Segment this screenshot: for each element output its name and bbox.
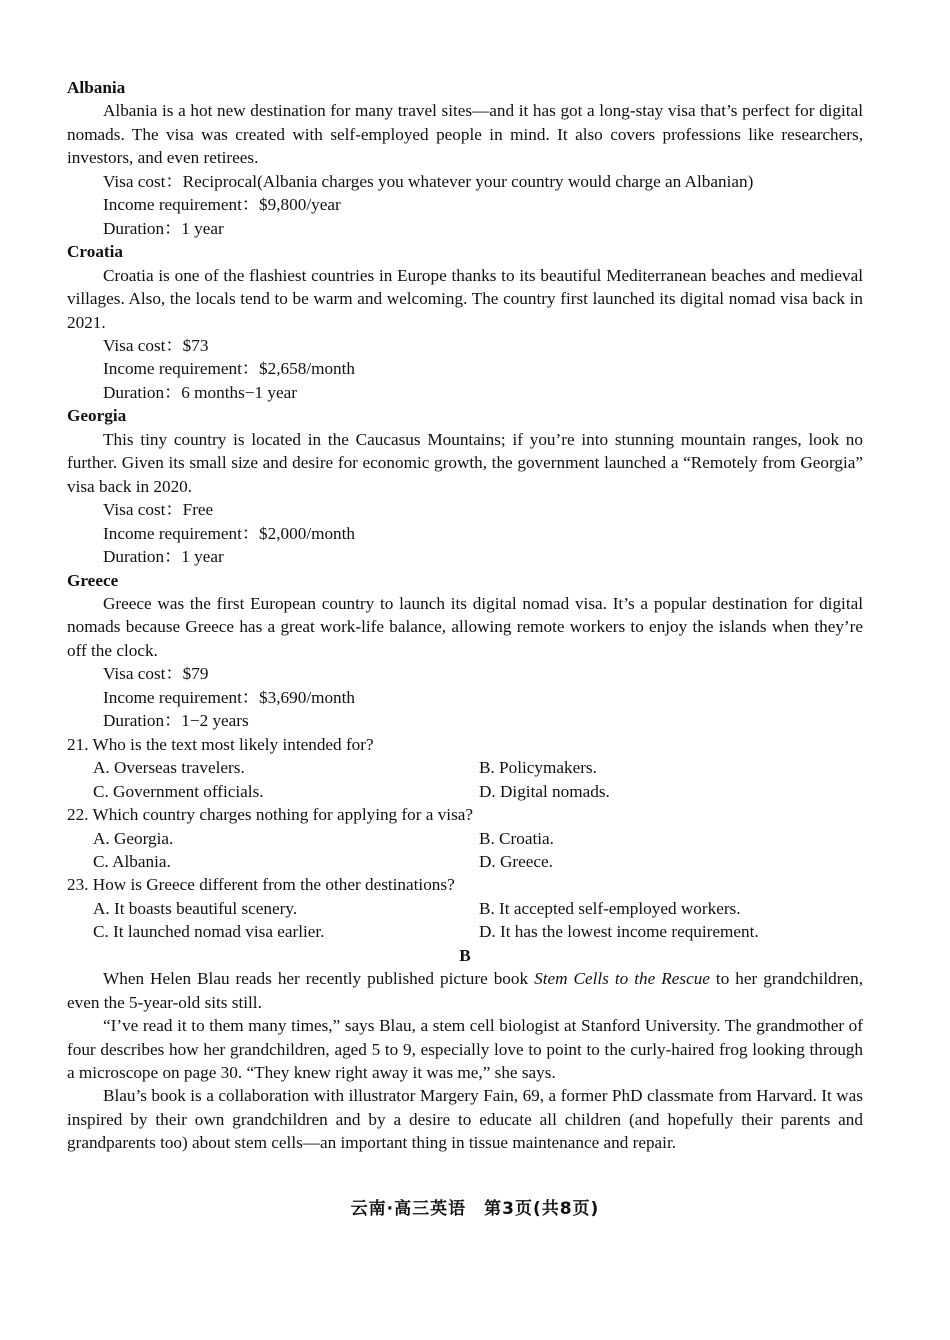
paragraph: “I’ve read it to them many times,” says Blau, a stem cell biologist at Stanford University. The grandmother of four describes how her grandchildren, aged 5 to 9, especially love to point to the curly-haired frog looking through a microscope on page 30. “They knew right away it was me,” she says. <box>67 1016 863 1083</box>
question-stem: 23. How is Greece different from the other destinations? <box>67 875 455 895</box>
country-description: Greece was the first European country to launch its digital nomad visa. It’s a popular destination for digital nomads because Greece has a great work-life balance, allowing remote workers to enjoy the islands when they’re off the clock. <box>67 593 863 660</box>
income-requirement: Income requirement：$3,690/month <box>103 687 356 707</box>
income-requirement: Income requirement：$2,000/month <box>103 523 356 543</box>
answer-option: C. Albania. <box>93 851 171 871</box>
paragraph <box>67 967 863 1014</box>
answer-option: A. Georgia. <box>93 828 174 848</box>
text: to her grandchildren, even the 5-year-old sits still. <box>67 969 864 1012</box>
paragraph: Blau’s book is a collaboration with illustrator Margery Fain, 69, a former PhD classmate from Harvard. It was inspired by their own grandchildren and by a desire to educate all children (and hopefully their parents and grandparents too) about stem cells—an important thing in tissue maintenance and repair. <box>67 1086 863 1153</box>
option-row <box>67 780 863 803</box>
visa-cost: Visa cost：Reciprocal(Albania charges you whatever your country would charge an Albanian) <box>103 171 754 191</box>
income-requirement: Income requirement：$2,658/month <box>103 359 356 379</box>
answer-option: B. It accepted self-employed workers. <box>479 898 741 918</box>
country-name: Greece <box>67 570 119 590</box>
country-description: This tiny country is located in the Caucasus Mountains; if you’re into stunning mountain ranges, look no further. Given its small size and desire for economic growth, the government launched a “Remotely from Georgia” visa back in 2020. <box>67 429 863 496</box>
question-stem: 21. Who is the text most likely intended for? <box>67 734 374 754</box>
answer-option: C. Government officials. <box>93 781 264 801</box>
book-title: Stem Cells to the Rescue <box>534 969 710 989</box>
question-stem: 22. Which country charges nothing for applying for a visa? <box>67 805 474 825</box>
duration: Duration：1−2 years <box>103 711 249 731</box>
answer-option: A. Overseas travelers. <box>93 758 245 778</box>
option-row <box>67 827 863 850</box>
country-name: Georgia <box>67 406 127 426</box>
option-row <box>67 920 863 943</box>
question-list <box>67 733 863 944</box>
section-heading: B <box>459 945 471 965</box>
country-list <box>67 76 863 733</box>
option-row <box>67 756 863 779</box>
text: When Helen Blau reads her recently published picture book <box>103 969 535 989</box>
visa-cost: Visa cost：$73 <box>103 335 209 355</box>
duration: Duration：1 year <box>103 218 224 238</box>
duration: Duration：1 year <box>103 547 224 567</box>
visa-cost: Visa cost：$79 <box>103 664 209 684</box>
country-description: Croatia is one of the flashiest countries in Europe thanks to its beautiful Mediterranean beaches and medieval villages. Also, the locals tend to be warm and welcoming. The country first launched its digital nomad visa back in 2021. <box>67 265 863 332</box>
answer-option: C. It launched nomad visa earlier. <box>93 922 325 942</box>
answer-option: A. It boasts beautiful scenery. <box>93 898 298 918</box>
option-row <box>67 897 863 920</box>
country-description: Albania is a hot new destination for many travel sites—and it has got a long-stay visa that’s perfect for digital nomads. The visa was created with self-employed people in mind. It also covers professions like researchers, investors, and even retirees. <box>67 101 863 168</box>
page-footer: 云南·高三英语 第3页(共8页) <box>350 1199 600 1219</box>
answer-option: D. Greece. <box>479 851 553 871</box>
country-name: Croatia <box>67 242 124 262</box>
answer-option: B. Policymakers. <box>479 758 597 778</box>
answer-option: D. Digital nomads. <box>479 781 610 801</box>
exam-page <box>67 76 863 1155</box>
answer-option: D. It has the lowest income requirement. <box>479 922 759 942</box>
option-row <box>67 850 863 873</box>
income-requirement: Income requirement：$9,800/year <box>103 195 341 215</box>
visa-cost: Visa cost：Free <box>103 500 214 520</box>
answer-option: B. Croatia. <box>479 828 554 848</box>
country-name: Albania <box>67 78 126 97</box>
duration: Duration：6 months−1 year <box>103 382 297 402</box>
